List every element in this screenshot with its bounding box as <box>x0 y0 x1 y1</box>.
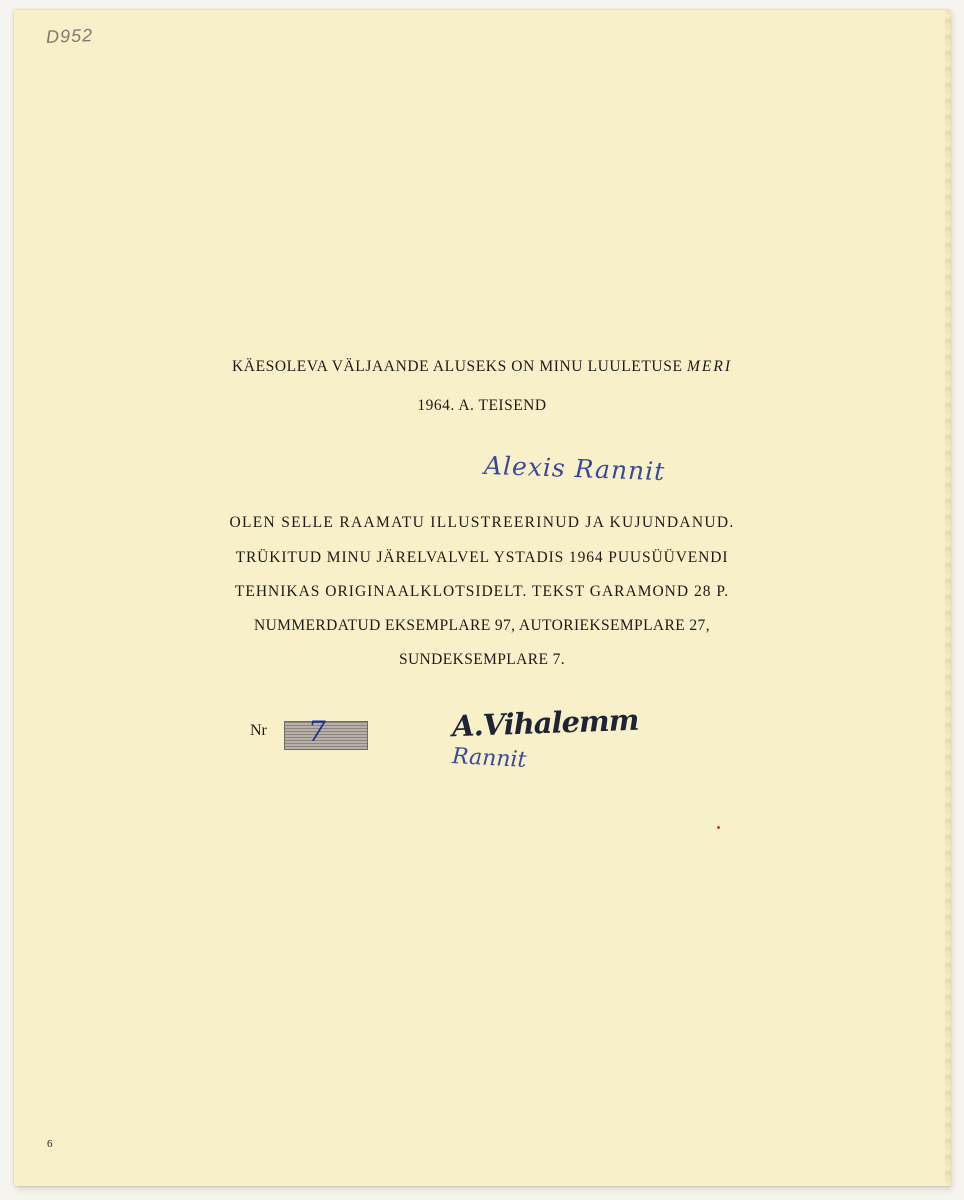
second-signature: Rannit <box>451 744 528 773</box>
statement-line-1-text: KÄESOLEVA VÄLJAANDE ALUSEKS ON MINU LUULETUSE <box>231 358 687 375</box>
colophon-line-5: SUNDEKSEMPLARE 7. <box>398 651 566 668</box>
archive-mark: D952 <box>45 25 94 47</box>
colophon-line-3: TEHNIKAS ORIGINAALKLOTSIDELT. TEKST GARAMOND 28 P. <box>234 583 730 600</box>
statement-line-2: 1964. A. TEISEND <box>417 397 547 414</box>
number-box <box>284 721 368 750</box>
page-number: 6 <box>47 1138 53 1150</box>
ink-dot <box>717 826 720 829</box>
colophon-line-1: OLEN SELLE RAAMATU ILLUSTREERINUD JA KUJUNDANUD. <box>229 514 735 531</box>
artist-signature: A.Vihalemm <box>451 702 639 744</box>
poem-title: MERI <box>686 358 732 375</box>
number-label: Nr <box>250 722 267 739</box>
statement-line-1 <box>0 358 964 376</box>
colophon-line-4: NUMMERDATUD EKSEMPLARE 97, AUTORIEKSEMPLARE 27, <box>254 617 710 634</box>
copy-number: 7 <box>308 715 326 748</box>
colophon-line-2: TRÜKITUD MINU JÄRELVALVEL YSTADIS 1964 PUUSÜÜVENDI <box>235 549 729 566</box>
author-signature: Alexis Rannit <box>483 450 666 487</box>
